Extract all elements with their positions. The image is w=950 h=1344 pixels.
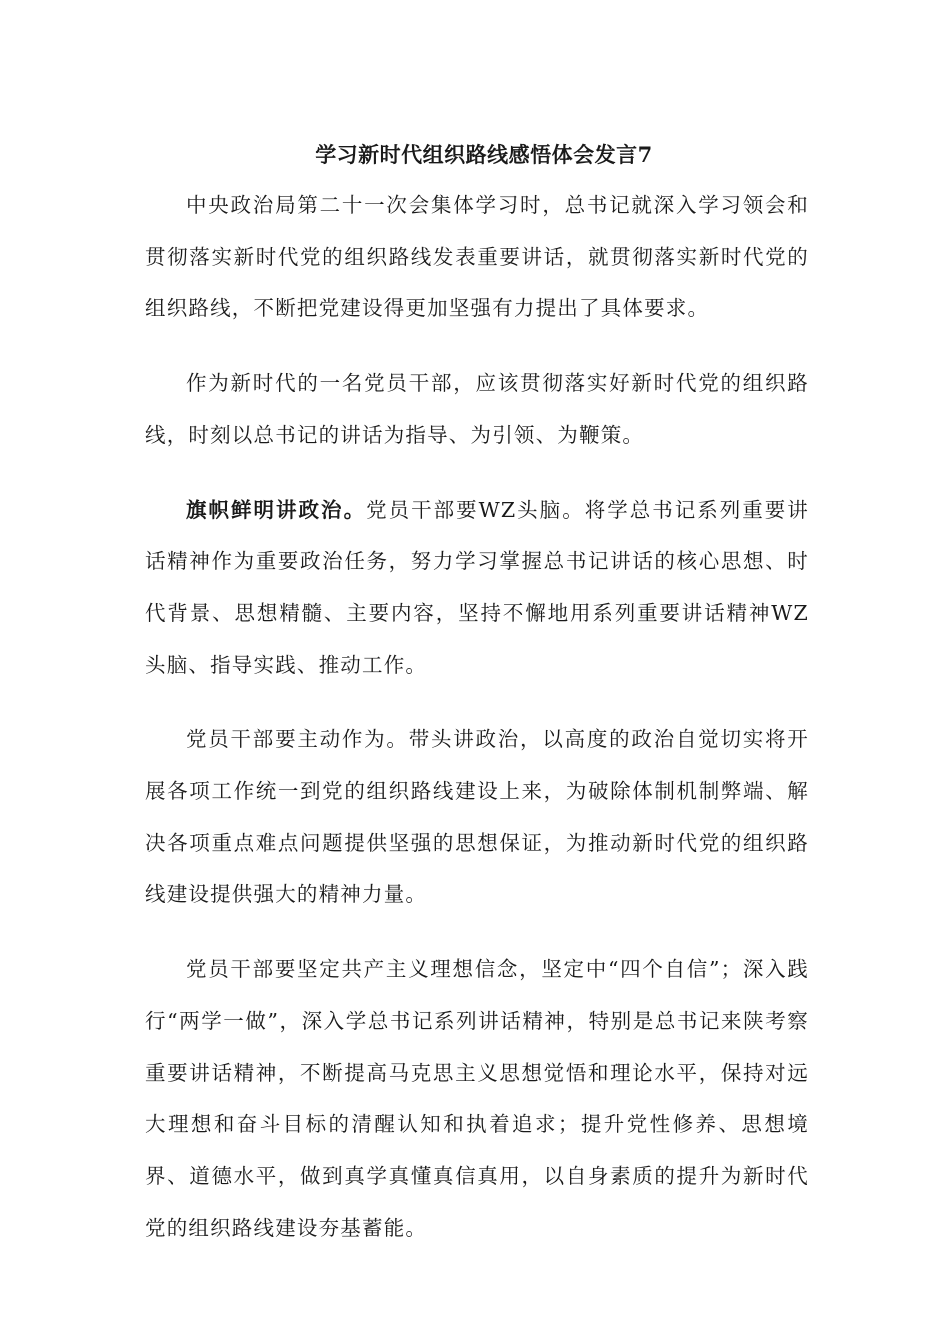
paragraph-text: 党员干部要坚定共产主义理想信念，坚定中“四个自信”；深入践行“两学一做”，深入学总书记系列讲话精神，特别是总书记来陕考察重要讲话精神，不断提高马克思主义思想觉悟和理论水平，保持对远大理想和奋斗目标的清醒认知和执着追求；提升党性修养、思想境界、道德水平，做到真学真懂真信真用，以自身素质的提升为新时代党的组织路线建设夯基蓄能。	[145, 957, 809, 1240]
paragraph-text: 中央政治局第二十一次会集体学习时，总书记就深入学习领会和贯彻落实新时代党的组织路线发表重要讲话，就贯彻落实新时代党的组织路线，不断把党建设得更加坚强有力提出了具体要求。	[145, 193, 809, 321]
paragraph-4	[145, 714, 809, 921]
paragraph-2	[145, 358, 809, 461]
paragraph-1	[145, 180, 809, 335]
paragraph-text: 作为新时代的一名党员干部，应该贯彻落实好新时代党的组织路线，时刻以总书记的讲话为指导、为引领、为鞭策。	[145, 371, 809, 447]
paragraph-5	[145, 944, 809, 1254]
paragraph-text: 党员干部要WZ头脑。将学总书记系列重要讲话精神作为重要政治任务，努力学习掌握总书记讲话的核心思想、时代背景、思想精髓、主要内容，坚持不懈地用系列重要讲话精神WZ头脑、指导实践、推动工作。	[145, 497, 809, 677]
paragraph-3	[145, 485, 809, 692]
paragraph-text: 党员干部要主动作为。带头讲政治，以高度的政治自觉切实将开展各项工作统一到党的组织路线建设上来，为破除体制机制弊端、解决各项重点难点问题提供坚强的思想保证，为推动新时代党的组织路线建设提供强大的精神力量。	[145, 727, 809, 907]
document-body	[145, 132, 809, 1277]
document-title: 学习新时代组织路线感悟体会发言7	[315, 142, 653, 167]
paragraph-lead: 旗帜鲜明讲政治。	[186, 497, 367, 522]
